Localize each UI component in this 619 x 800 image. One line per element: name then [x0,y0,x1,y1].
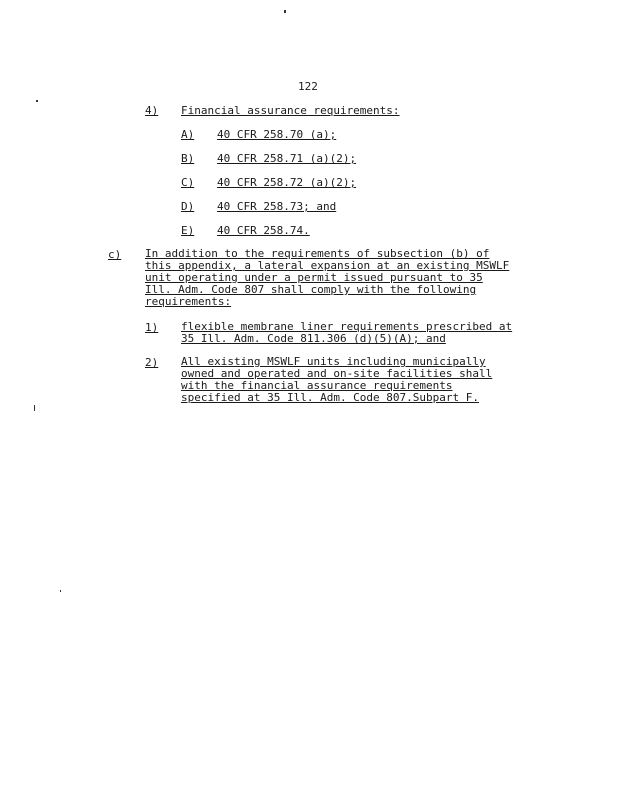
item-4-heading: Financial assurance requirements: [181,104,400,117]
item-4e-text: 40 CFR 258.74. [217,224,310,237]
scan-speck-left-2 [34,405,35,411]
section-c-item-2-number: 2) [145,356,159,369]
section-c-item-1-number: 1) [145,321,159,334]
page-number: 122 [298,80,318,93]
section-c-item-2-line-2: owned and operated and on-site facilities shall [181,367,493,380]
item-4b-letter: B) [181,152,195,165]
item-4a-letter: A) [181,128,195,141]
section-c-item-2-line-3: with the financial assurance requirements [181,379,453,392]
section-c-line-3: unit operating under a permit issued pursuant to 35 [145,271,483,284]
section-c-item-1-line-2: 35 Ill. Adm. Code 811.306 (d)(5)(A); and [181,332,446,345]
item-4d-letter: D) [181,200,195,213]
scan-speck-top [284,10,286,13]
item-4a-text: 40 CFR 258.70 (a); [217,128,337,141]
item-4b-text: 40 CFR 258.71 (a)(2); [217,152,357,165]
scan-speck-left-1 [36,100,38,102]
item-4d-text: 40 CFR 258.73; and [217,200,337,213]
section-c-line-1: In addition to the requirements of subsection (b) of [145,247,490,260]
section-c-item-1-line-1: flexible membrane liner requirements prescribed at [181,320,513,333]
item-4e-letter: E) [181,224,195,237]
scan-speck-left-3 [60,590,61,592]
section-c-label: c) [108,248,122,261]
section-c-line-4: Ill. Adm. Code 807 shall comply with the following [145,283,477,296]
item-4c-text: 40 CFR 258.72 (a)(2); [217,176,357,189]
section-c-line-2: this appendix, a lateral expansion at an existing MSWLF [145,259,510,272]
item-4c-letter: C) [181,176,195,189]
item-4-number: 4) [145,104,159,117]
section-c-line-5: requirements: [145,295,232,308]
section-c-item-2-line-4: specified at 35 Ill. Adm. Code 807.Subpart F. [181,391,480,404]
section-c-item-2-line-1: All existing MSWLF units including municipally [181,355,486,368]
